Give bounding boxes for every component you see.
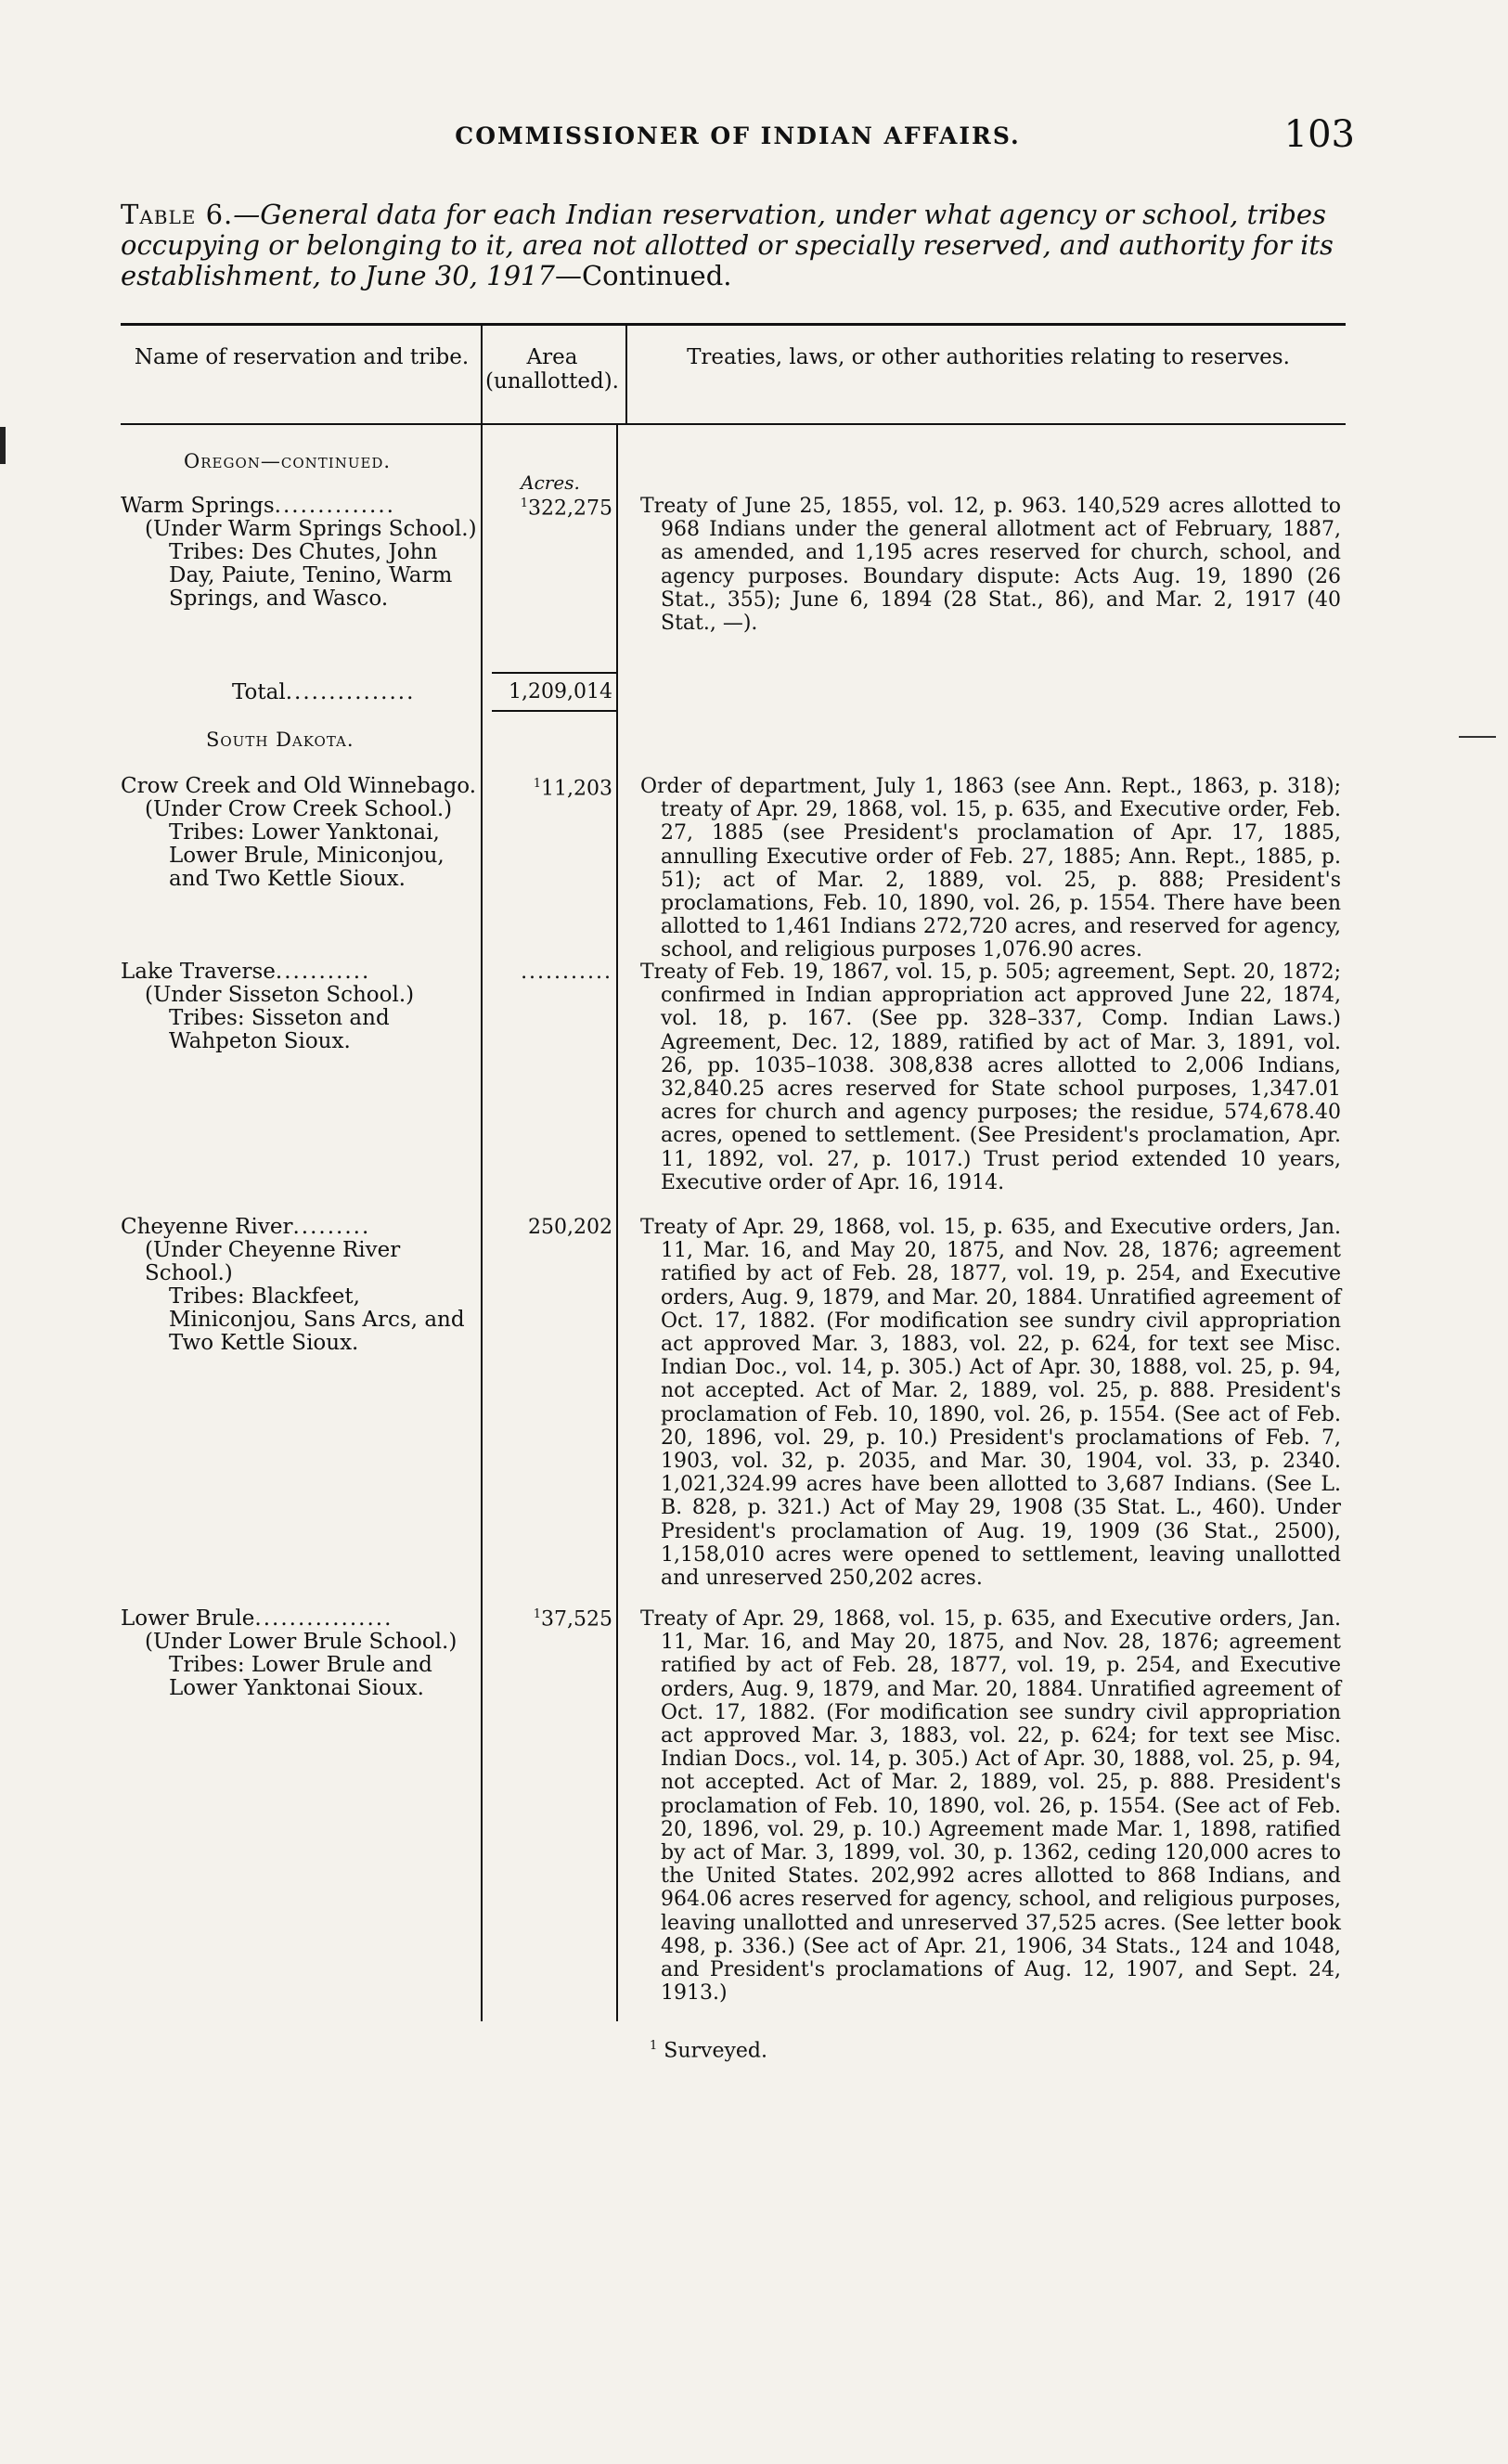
footnote-mark: 1	[533, 1607, 542, 1621]
total-label: Total...............	[232, 680, 416, 704]
table-caption	[121, 200, 1355, 291]
area-value: 250,202	[528, 1216, 612, 1239]
reservation-agency: (Under Cheyenne River School.)	[145, 1238, 401, 1285]
footnote-mark: 1	[533, 777, 542, 791]
state-heading-south-dakota: South Dakota.	[206, 729, 354, 751]
footnote-mark: 1	[650, 2039, 658, 2053]
treaty-text: Treaty of Feb. 19, 1867, vol. 15, p. 505; agreement, Sept. 20, 1872; confirmed in Indian appropriation act approved June 22, 1874, vol. 18, p. 167. (See pp. 328–337, Comp. Indian Laws.) Agreement, Dec. 12, 1889, ratified by act of Mar. 3, 1891, vol. 26, pp. 1035–1038. 308,838 acres allotted to 2,006 Indians, 32,840.25 acres reserved for State school purposes, 1,347.01 acres for church and agency purposes; the residue, 574,678.40 acres, opened to settlement. (See President's proclamation, Apr. 11, 1892, vol. 27, p. 1017.) Trust period extended 10 years, Executive order of Apr. 16, 1914.	[640, 961, 1341, 1194]
table-top-rule	[121, 323, 1346, 326]
reservation-agency: (Under Warm Springs School.)	[145, 517, 477, 541]
reservation-lower-brule	[121, 1607, 478, 1700]
footnote-mark: 1	[520, 497, 529, 510]
area-value: $^1$37,525	[533, 1607, 612, 1632]
reservation-tribes: Tribes: Blackfeet, Miniconjou, Sans Arcs, and Two Kettle Sioux.	[169, 1284, 465, 1355]
margin-mark	[1459, 736, 1496, 738]
reservation-tribes: Tribes: Des Chutes, John Day, Paiute, Tenino, Warm Springs, and Wasco.	[169, 540, 453, 611]
reservation-name: Crow Creek and Old Winnebago.	[121, 774, 477, 798]
column-divider	[625, 325, 627, 423]
treaty-text: Order of department, July 1, 1863 (see Ann. Rept., 1863, p. 318); treaty of Apr. 29, 1868, vol. 15, p. 635, and Executive order, Feb. 27, 1885 (see President's proclamation of Apr. 17, 1885, annulling Executive order of Feb. 27, 1885; Ann. Rept., 1885, p. 51); act of Mar. 2, 1889, vol. 25, p. 888; President's proclamations, Feb. 10, 1890, vol. 26, p. 1554. There have been allotted to 1,461 Indians 272,720 acres, and reserved for agency, school, and religious purposes 1,076.90 acres.	[640, 775, 1341, 962]
reservation-tribes: Tribes: Sisseton and Wahpeton Sioux.	[169, 1006, 390, 1053]
treaty-text: Treaty of Apr. 29, 1868, vol. 15, p. 635, and Executive orders, Jan. 11, Mar. 16, and May 20, 1875, and Nov. 28, 1876; agreement ratified by act of Feb. 28, 1877, vol. 19, p. 254, and Executive orders, Aug. 9, 1879, and Mar. 20, 1884. Unratified agreement of Oct. 17, 1882. (For modification see sundry civil appropriation act approved Mar. 3, 1883, vol. 22, p. 624, for text see Misc. Indian Doc., vol. 14, p. 305.) Act of Apr. 30, 1888, vol. 25, p. 94, not accepted. Act of Mar. 2, 1889, vol. 25, p. 888. President's proclamation of Feb. 10, 1890, vol. 26, p. 1554. (See act of Feb. 20, 1896, vol. 29, p. 10.) President's proclamations of Feb. 7, 1903, vol. 32, p. 2035, and Mar. 30, 1904, vol. 33, p. 2340. 1,021,324.99 acres have been allotted to 3,687 Indians. (See L. B. 828, p. 321.) Act of May 29, 1908 (35 Stat. L., 460). Under President's proclamation of Aug. 19, 1909 (36 Stat., 2500), 1,158,010 acres were opened to settlement, leaving unallotted and unreserved 250,202 acres.	[640, 1216, 1341, 1591]
area-value: ...........	[521, 961, 612, 984]
reservation-agency: (Under Lower Brule School.)	[145, 1630, 458, 1654]
page-number: 103	[1283, 113, 1355, 156]
table-header-rule	[121, 423, 1346, 425]
total-rule	[492, 672, 616, 674]
column-header-treaties: Treaties, laws, or other authorities relating to reserves.	[687, 345, 1290, 369]
reservation-name: Cheyenne River.........	[121, 1215, 371, 1239]
reservation-agency: (Under Sisseton School.)	[145, 983, 415, 1007]
reservation-lake-traverse	[121, 961, 478, 1053]
table-label: Table 6.	[121, 199, 234, 230]
reservation-agency: (Under Crow Creek School.)	[145, 797, 453, 821]
column-header-name: Name of reservation and tribe.	[134, 345, 470, 369]
running-head	[121, 113, 1355, 165]
column-header-area: Area (unallotted).	[485, 345, 619, 393]
area-unit: Acres.	[521, 471, 580, 494]
reservation-crow-creek	[121, 775, 478, 891]
area-value: $^1$322,275	[520, 497, 612, 521]
column-divider	[481, 325, 483, 423]
reservation-name: Lake Traverse...........	[121, 960, 371, 984]
binding-mark	[0, 427, 6, 464]
total-rule	[492, 710, 616, 712]
reservation-name: Warm Springs..............	[121, 494, 395, 518]
reservation-tribes: Tribes: Lower Brule and Lower Yanktonai Sioux.	[169, 1653, 432, 1700]
table-description: —General data for each Indian reservation, under what agency or school, tribes occupying or belonging to it, area not allotted or specially reserved, and authority for its establishment, to June 30, 1917	[121, 199, 1334, 291]
treaty-text: Treaty of Apr. 29, 1868, vol. 15, p. 635, and Executive orders, Jan. 11, Mar. 16, and May 20, 1875, and Nov. 28, 1876; agreement ratified by act of Feb. 28, 1877, vol. 19, p. 254, and Executive orders, Aug. 9, 1879, and Mar. 20, 1884. Unratified agreement of Oct. 17, 1882. (For modification see sundry civil appropriation act approved Mar. 3, 1883, vol. 22, p. 624; for text see Misc. Indian Docs., vol. 14, p. 305.) Act of Apr. 30, 1888, vol. 25, p. 94, not accepted. Act of Mar. 2, 1889, vol. 25, p. 888. President's proclamation of Feb. 10, 1890, vol. 26, p. 1554. (See act of Feb. 20, 1896, vol. 29, p. 10.) Agreement made Mar. 1, 1898, ratified by act of Mar. 3, 1899, vol. 30, p. 1362, ceding 120,000 acres to the United States. 202,992 acres allotted to 868 Indians, and 964.06 acres reserved for agency, school, and religious purposes, leaving unallotted and unreserved 37,525 acres. (See letter book 498, p. 336.) (See act of Apr. 21, 1906, 34 Stats., 124 and 1048, and President's proclamations of Aug. 12, 1907, and Sept. 24, 1913.)	[640, 1607, 1341, 2006]
reservation-name: Lower Brule................	[121, 1606, 393, 1631]
treaty-text: Treaty of June 25, 1855, vol. 12, p. 963. 140,529 acres allotted to 968 Indians under the general allotment act of February, 1887, as amended, and 1,195 acres reserved for church, school, and agency purposes. Boundary dispute: Acts Aug. 19, 1890 (26 Stat., 355); June 6, 1894 (28 Stat., 86), and Mar. 2, 1917 (40 Stat., —).	[640, 495, 1341, 636]
column-divider	[481, 425, 483, 2021]
reservation-warm-springs	[121, 495, 478, 611]
footnote: $^1$ Surveyed.	[650, 2039, 768, 2063]
column-divider	[616, 425, 618, 2021]
area-value: $^1$11,203	[533, 777, 612, 801]
continued-suffix: —Continued.	[554, 260, 732, 291]
reservation-tribes: Tribes: Lower Yanktonai, Lower Brule, Miniconjou, and Two Kettle Sioux.	[169, 820, 445, 891]
reservation-cheyenne-river	[121, 1216, 478, 1355]
total-value: 1,209,014	[509, 680, 612, 703]
running-title: COMMISSIONER OF INDIAN AFFAIRS.	[455, 123, 1021, 149]
state-heading-oregon: Oregon—continued.	[184, 450, 392, 472]
